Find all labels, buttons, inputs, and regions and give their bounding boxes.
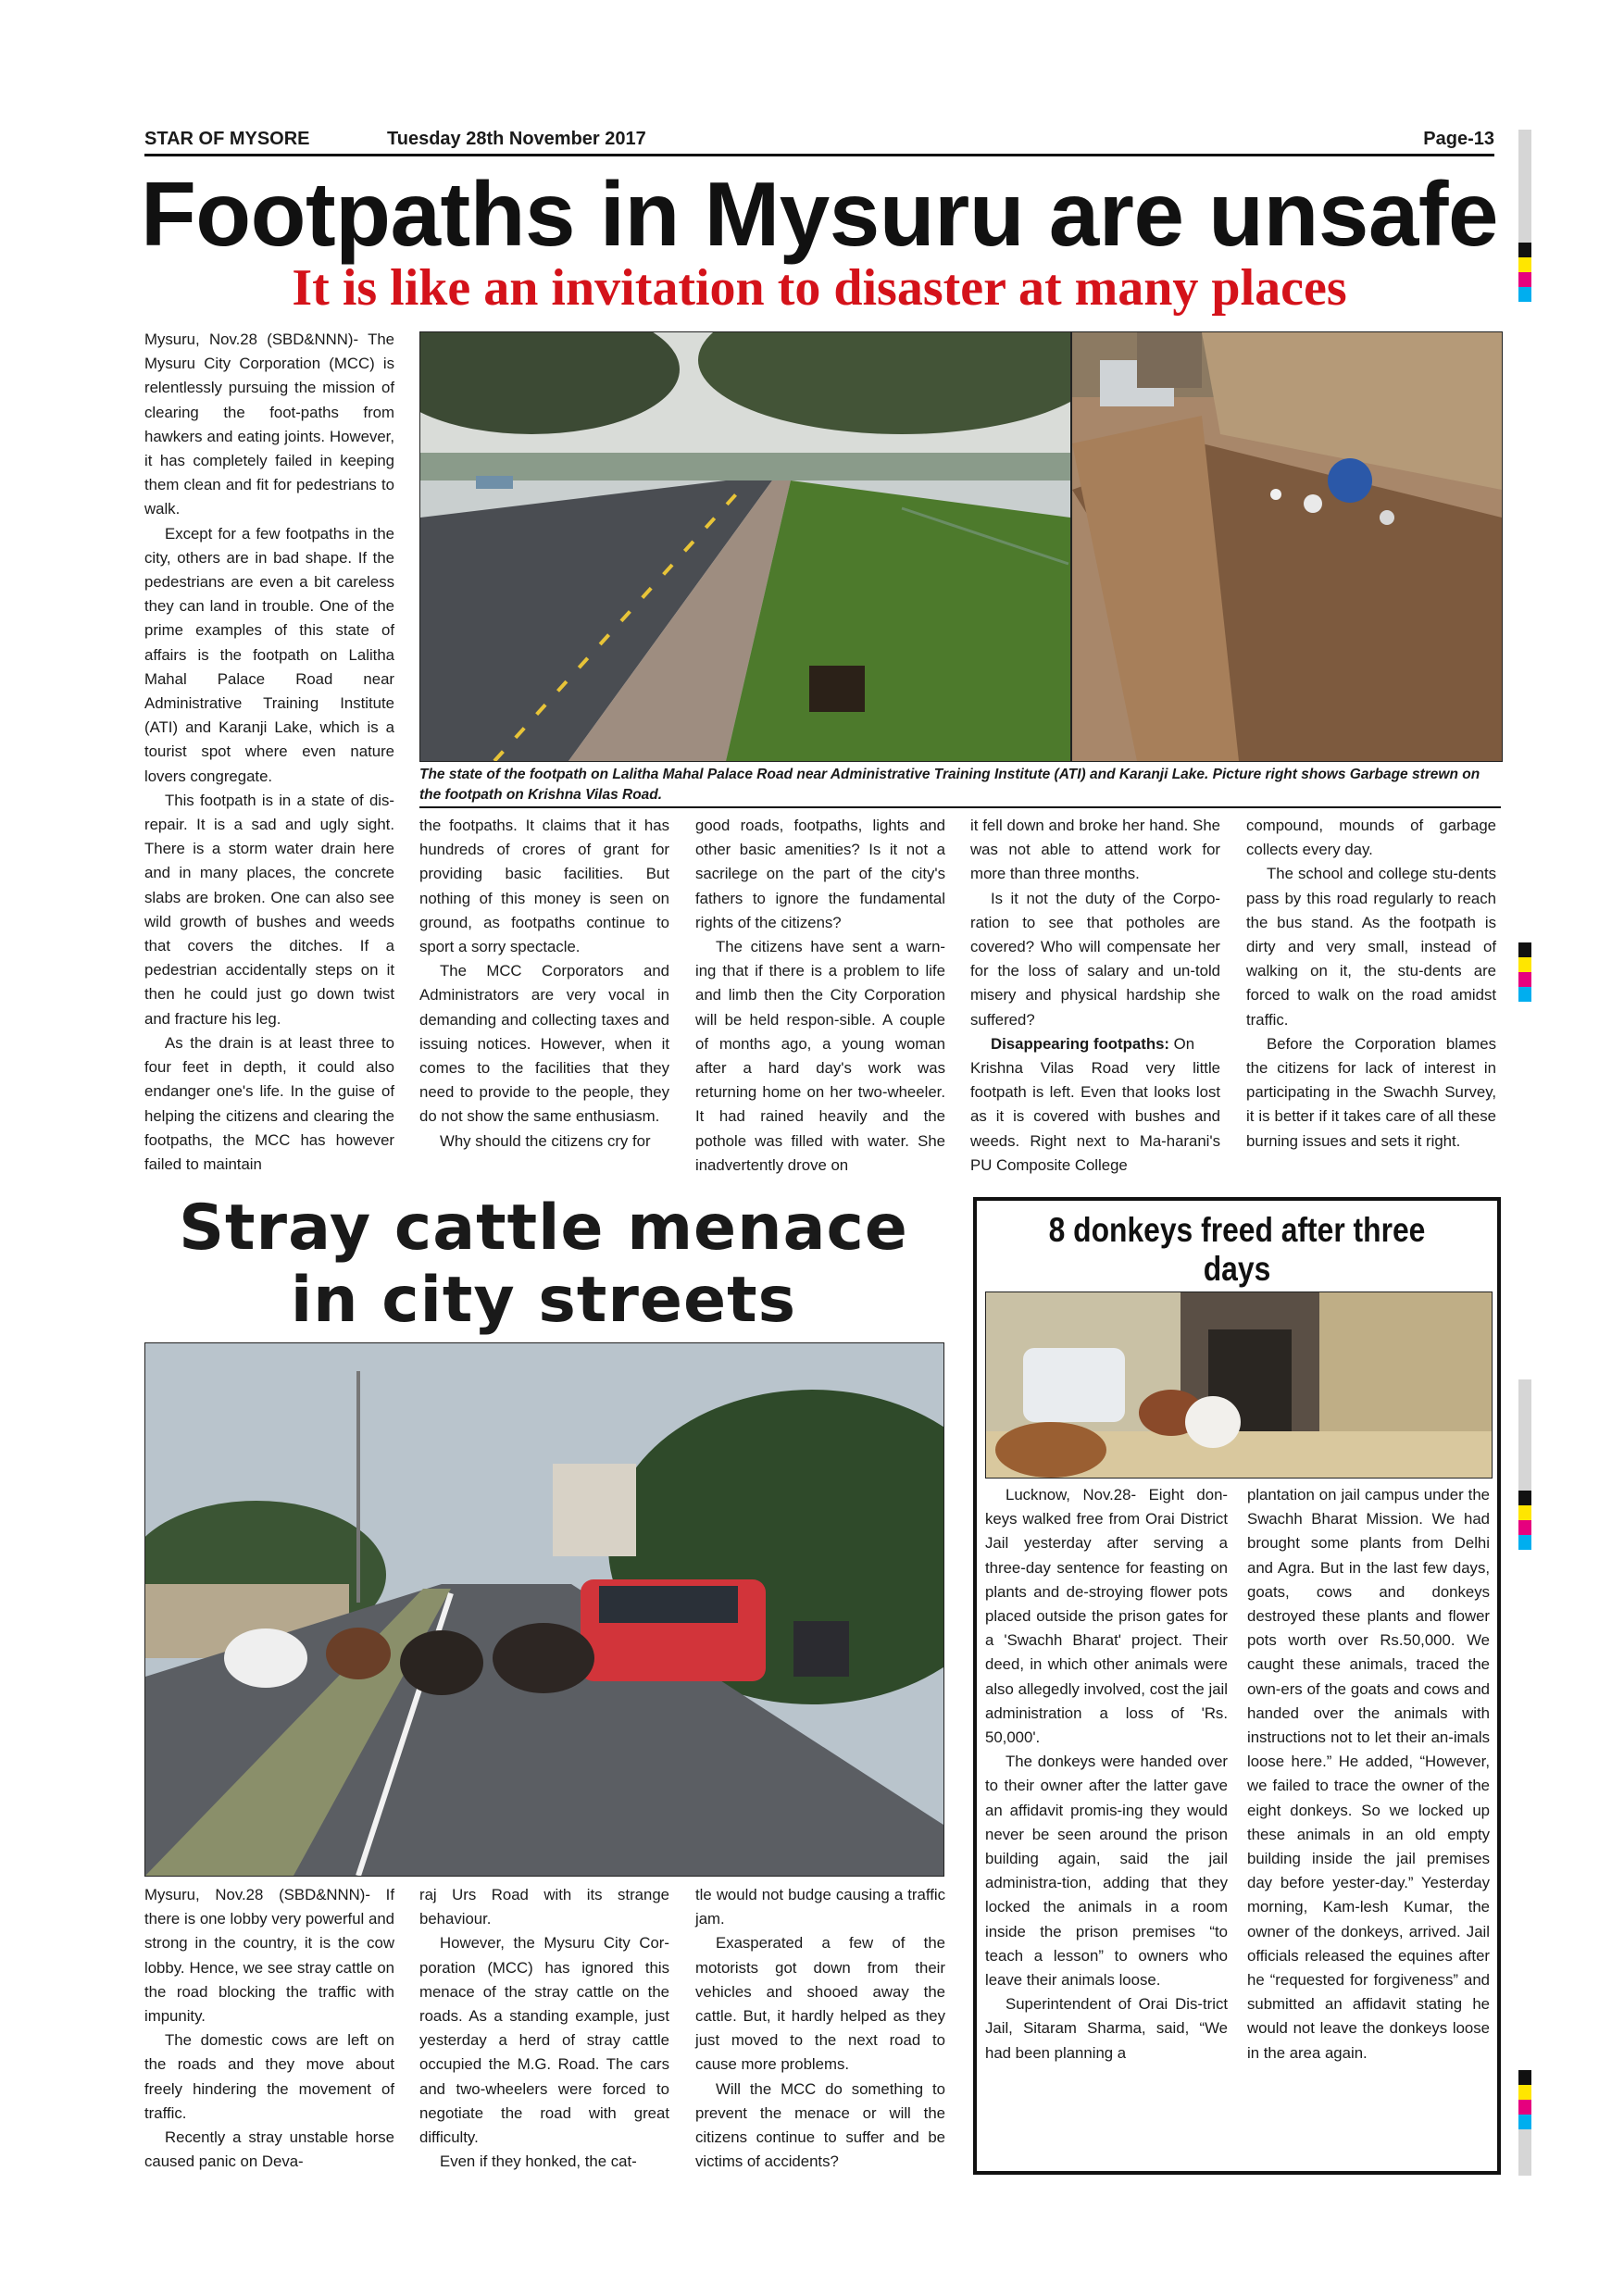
paragraph: Recently a stray unstable horse caused panic on Deva- (144, 2128, 394, 2171)
lead-subhead: It is like an invitation to disaster at many places (292, 259, 1347, 317)
paragraph: The MCC Corporators and Administrators are very vocal in demanding and collecting taxes and issuing notices. However, when it comes to the facilities that they need to provide to the people, they do not show the same enthusiasm. (419, 962, 669, 1126)
lead-column-4 (970, 814, 1220, 1178)
paper-name: STAR OF MYSORE (144, 129, 310, 149)
cattle-headline-line-1: Stray cattle menace (179, 1192, 908, 1265)
subhead-continuation: On (1173, 1034, 1195, 1053)
donkeys-photo (985, 1292, 1493, 1479)
reg-mark-magenta (1518, 972, 1531, 987)
reg-mark-yellow (1518, 1505, 1531, 1520)
paragraph: tle would not budge causing a traffic jam. (695, 1886, 945, 1928)
paragraph (970, 1032, 1220, 1056)
lead-headline: Footpaths in Mysuru are unsafe (140, 163, 1499, 265)
cattle-headline (144, 1192, 943, 1337)
paragraph: The domestic cows are left on the roads and they move about freely hindering the movement of traffic. (144, 2031, 394, 2122)
paragraph: Mysuru, Nov.28 (SBD&NNN)- If there is one lobby very powerful and strong in the country, it is the cow lobby. Hence, we see stray cattle on the road blocking the traffic with impunity. (144, 1886, 394, 2026)
reg-mark-black (1518, 942, 1531, 957)
reg-mark-cyan (1518, 987, 1531, 1002)
cattle-column-3 (695, 1883, 945, 2174)
reg-mark-grey (1518, 130, 1531, 243)
reg-mark-cyan (1518, 287, 1531, 302)
lead-column-1 (144, 328, 394, 1177)
reg-mark-cyan (1518, 2115, 1531, 2129)
reg-mark-grey (1518, 2129, 1531, 2176)
donkeys-headline-line-1: 8 donkeys freed after three days (1048, 1211, 1426, 1288)
donkeys-column-1 (985, 1483, 1228, 2065)
reg-mark-black (1518, 243, 1531, 257)
lead-column-3 (695, 814, 945, 1178)
paragraph: Lucknow, Nov.28- Eight don-keys walked free from Orai District Jail yesterday after serving a three-day sentence for feasting on plants and de-stroying flower pots placed outside the prison gates for a 'Swachh Bharat' project. Their deed, in which other animals were also allegedly involved, cost the jail administration a loss of 'Rs. 50,000'. (985, 1486, 1228, 1747)
reg-mark-yellow (1518, 957, 1531, 972)
paragraph: The school and college stu-dents pass by this road regularly to reach the bus stand. As the footpath is dirty and very small, instead of walking on it, the stu-dents are forced to walk on the road amidst traffic. (1246, 865, 1496, 1029)
paragraph: This footpath is in a state of dis-repair. It is a sad and ugly sight. There is a storm water drain here and in many places, the concrete slabs are broken. One can also see wild growth of bushes and weeds that covers the ditches. If a pedestrian accidentally steps on it then he could just go down twist and fracture his leg. (144, 791, 394, 1028)
paragraph: Mysuru, Nov.28 (SBD&NNN)- The Mysuru City Corporation (MCC) is relentlessly pursuing the mission of clearing the foot-paths from hawkers and eating joints. However, it has completely failed in keeping them clean and fit for pedestrians to walk. (144, 331, 394, 518)
garbage-photo-right (1071, 331, 1503, 762)
masthead (144, 127, 1494, 155)
masthead-rule (144, 154, 1494, 156)
reg-mark-black (1518, 1491, 1531, 1505)
paragraph: the footpaths. It claims that it has hundreds of crores of grant for providing basic facilities. But nothing of this money is seen on ground, as footpaths continue to sport a sorry spectacle. (419, 817, 669, 956)
paragraph: compound, mounds of garbage collects every day. (1246, 817, 1496, 859)
reg-mark-yellow (1518, 257, 1531, 272)
cattle-column-1 (144, 1883, 394, 2174)
paragraph: As the drain is at least three to four feet in depth, it could also endanger one's life. In the guise of helping the citizens and clearing the footpaths, the MCC has however failed to maintain (144, 1033, 394, 1173)
paragraph: good roads, footpaths, lights and other basic amenities? Is it not a sacrilege on the part of the city's fathers to ignore the fundamental rights of the citizens? (695, 817, 945, 931)
paragraph: Will the MCC do something to prevent the menace or will the citizens continue to suffer and be victims of accidents? (695, 2079, 945, 2171)
cattle-headline-line-2: in city streets (290, 1264, 797, 1337)
paragraph: Except for a few footpaths in the city, others are in bad shape. If the pedestrians are even a bit careless they can land in trouble. One of the prime examples of this state of affairs is the footpath on Lalitha Mahal Palace Road near Administrative Training Institute (ATI) and Karanji Lake, which is a tourist spot where even nature lovers congregate. (144, 524, 394, 785)
paragraph: Why should the citizens cry for (440, 1131, 651, 1150)
lead-photo-caption: The state of the footpath on Lalitha Mahal Palace Road near Administrative Training Institute (ATI) and Karanji Lake. Picture right shows Garbage strewn on the footpath on Krishna Vilas Road. (419, 767, 1480, 803)
reg-mark-magenta (1518, 272, 1531, 287)
donkeys-column-2 (1247, 1483, 1490, 2065)
paragraph: Superintendent of Orai Dis-trict Jail, Sitaram Sharma, said, “We had been planning a (985, 1995, 1228, 2062)
paragraph: Even if they honked, the cat- (440, 2152, 637, 2171)
paragraph: raj Urs Road with its strange behaviour. (419, 1886, 669, 1928)
paragraph: However, the Mysuru City Cor-poration (MCC) has ignored this menace of the stray cattle on the roads. As a standing example, just yesterday a herd of stray cattle occupied the M.G. Road. The cars and two-wheelers were forced to negotiate the road with great difficulty. (419, 1934, 669, 2147)
cattle-photo (144, 1342, 944, 1877)
paragraph: The citizens have sent a warn-ing that if there is a problem to life and limb then the City Corporation will be held respon-sible. A couple of months ago, a young woman after a hard day's work was returning home on her two-wheeler. It had rained heavily and the pothole was filled with water. She inadvertently drove on (695, 938, 945, 1174)
reg-mark-grey (1518, 1379, 1531, 1491)
paragraph: Is it not the duty of the Corpo-ration to see that potholes are covered? Who will compensate her for the loss of salary and un-told misery and physical hardship she suffered? (970, 889, 1220, 1029)
caption-rule (419, 806, 1501, 808)
reg-mark-magenta (1518, 1520, 1531, 1535)
reg-mark-yellow (1518, 2085, 1531, 2100)
reg-mark-cyan (1518, 1535, 1531, 1550)
page-number: Page-13 (1423, 129, 1494, 149)
lead-column-5 (1246, 814, 1496, 1154)
paragraph: it fell down and broke her hand. She was not able to attend work for more than three months. (970, 817, 1220, 883)
lead-column-2 (419, 814, 669, 1154)
reg-mark-black (1518, 2070, 1531, 2085)
reg-mark-magenta (1518, 2100, 1531, 2115)
paragraph: Krishna Vilas Road very little footpath is left. Even that looks lost as it is covered with bushes and weeds. Right next to Ma-harani's PU Composite College (970, 1059, 1220, 1174)
issue-date: Tuesday 28th November 2017 (387, 129, 646, 149)
paragraph: Before the Corporation blames the citizens for lack of interest in participating in the Swachh Survey, it is better if it takes care of all these burning issues and sets it right. (1246, 1034, 1496, 1150)
paragraph: The donkeys were handed over to their owner after the latter gave an affidavit promis-ing they would never be seen around the prison building again, said the jail administra-tion, adding that they locked the animals in a room inside the prison premises “to teach a lesson” to owners who leave their animals loose. (985, 1753, 1228, 1990)
section-subhead: Disappearing footpaths: (991, 1034, 1169, 1053)
cattle-column-2 (419, 1883, 669, 2174)
paragraph: plantation on jail campus under the Swachh Bharat Mission. We had brought some plants from Delhi and Agra. But in the last few days, goats, cows and donkeys destroyed these plants and flower pots worth over Rs.50,000. We caught these animals, traced the own-ers of the goats and cows and handed over the animals with instructions not to let their an-imals loose here.” He added, “However, we failed to trace the owner of the eight donkeys. So we locked up these animals in an old empty building inside the jail premises day before yester-day.” Yesterday morning, Kam-lesh Kumar, the owner of the donkeys, arrived. Jail officials released the equines after he “requested for forgiveness” and submitted an affidavit stating he would not leave the donkeys loose in the area again. (1247, 1486, 1490, 2062)
footpath-photo-left (419, 331, 1071, 762)
paragraph: Exasperated a few of the motorists got down from their vehicles and shooed away the cattle. But, it hardly helped as they just moved to the next road to cause more problems. (695, 1934, 945, 2074)
